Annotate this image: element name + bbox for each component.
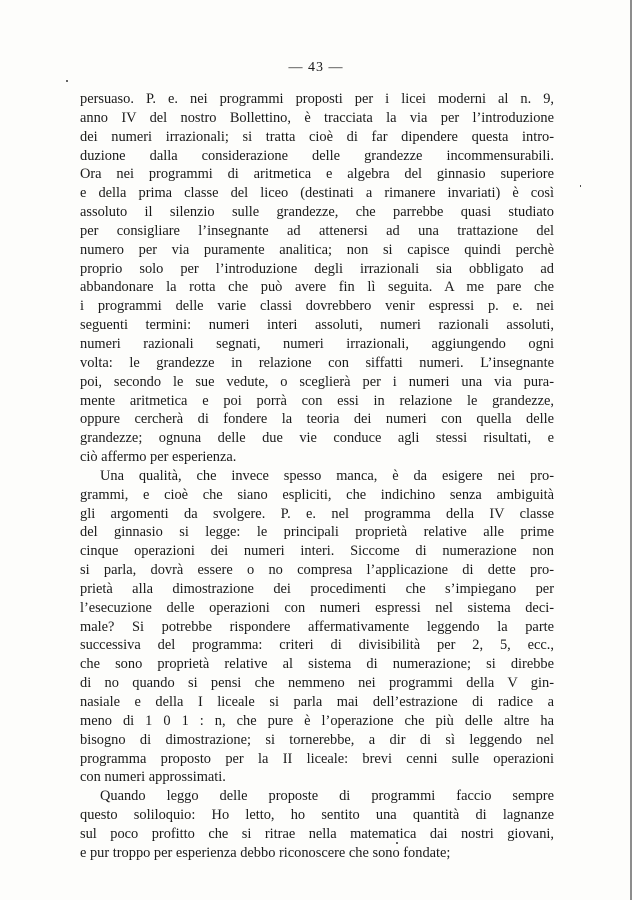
text-line: Quando leggo delle proposte di programmi faccio sempre: [100, 788, 554, 805]
text-line: numeri razionali segnati, numeri irrazionali, aggiungendo ogni: [80, 335, 554, 352]
body-text: [80, 90, 554, 863]
text-line: Ora nei programmi di aritmetica e algebra del ginnasio superiore: [80, 166, 554, 183]
text-line: l’esecuzione delle operazioni con numeri espressi nel sistema deci-: [80, 599, 554, 616]
text-line: male? Si potrebbe rispondere affermativamente leggendo la parte: [80, 618, 554, 635]
paragraph: [80, 787, 554, 862]
text-line: oppure cercherà di fondere la teoria dei numeri con quella delle: [80, 411, 554, 428]
ink-speck: [66, 80, 68, 82]
text-line: gli argomenti da svolgere. P. e. nel programma della IV classe: [80, 505, 554, 522]
text-line: assoluto il silenzio sulle grandezze, che parrebbe quasi studiato: [80, 204, 554, 221]
text-line: anno IV del nostro Bollettino, è tracciata la via per l’introduzione: [80, 109, 554, 126]
text-line: con numeri approssimati.: [80, 769, 226, 786]
text-line: questo soliloquio: Ho letto, ho sentito una quantità di lagnanze: [80, 807, 554, 824]
text-line: proprio solo per l’introduzione degli irrazionali sia obbligato ad: [80, 260, 554, 277]
text-line: grandezze; ognuna delle due vie conduce agli stessi risultati, e: [80, 430, 554, 447]
text-line: seguenti termini: numeri interi assoluti, numeri razionali assoluti,: [80, 317, 554, 334]
text-line: meno di 1 0 1 : n, che pure è l’operazione che più delle altre ha: [80, 712, 554, 729]
text-line: volta: le grandezze in relazione con siffatti numeri. L’insegnante: [80, 354, 554, 371]
text-line: persuaso. P. e. nei programmi proposti per i licei moderni al n. 9,: [80, 91, 554, 107]
text-line: numero per via puramente analitica; non si capisce quindi perchè: [80, 241, 554, 258]
paragraph: [80, 467, 554, 787]
text-line: prietà alla dimostrazione dei procedimenti che s’impiegano per: [80, 580, 554, 597]
text-line: successiva del programma: criteri di divisibilità per 2, 5, ecc.,: [80, 637, 554, 654]
text-line: che sono proprietà relative al sistema di numerazione; si direbbe: [80, 656, 554, 673]
text-line: di no quando si pensi che nemmeno nei programmi della V gin-: [80, 675, 554, 692]
text-line: nasiale e della I liceale si parla mai dell’estrazione di radice a: [80, 694, 554, 710]
page-number: — 43 —: [288, 60, 344, 75]
text-line: duzione dalla considerazione delle grandezze incommensurabili.: [80, 147, 554, 164]
text-line: per consigliare l’insegnante ad attenersi ad una trattazione del: [80, 222, 554, 239]
text-line: i programmi delle varie classi dovrebbero venir espressi p. e. nei: [80, 298, 554, 315]
text-line: programma proposto per la II liceale: brevi cenni sulle operazioni: [80, 750, 554, 767]
text-line: cinque operazioni dei numeri interi. Siccome di numerazione non: [80, 543, 554, 560]
text-line: bisogno di dimostrazione; si tornerebbe, a dir di sì leggendo nel: [80, 731, 554, 748]
text-line: poi, secondo le sue vedute, o sceglierà per i numeri una via pura-: [80, 373, 554, 390]
ink-speck: [580, 185, 581, 187]
text-line: si parla, dovrà essere o no compresa l’applicazione di dette pro-: [80, 562, 554, 579]
text-line: e pur troppo per esperienza debbo riconoscere che sono fondate;: [80, 844, 451, 861]
text-line: sul poco profitto che si ritrae nella matematica dai nostri giovani,: [80, 825, 554, 842]
text-line: del ginnasio si legge: le principali proprietà relative alle prime: [80, 524, 554, 541]
paragraph: [80, 90, 554, 467]
text-line: dei numeri irrazionali; si tratta cioè di far dipendere questa intro-: [80, 128, 554, 145]
text-line: mente aritmetica e poi porrà con essi in relazione le grandezze,: [80, 392, 554, 409]
text-line: Una qualità, che invece spesso manca, è da esigere nei pro-: [100, 467, 554, 484]
text-line: grammi, e cioè che siano espliciti, che indichino senza ambiguità: [80, 486, 554, 503]
text-line: ciò affermo per esperienza.: [80, 449, 237, 466]
text-line: abbandonare la rotta che può avere fin lì seguita. A me pare che: [80, 279, 554, 296]
text-line: e della prima classe del liceo (destinati a rimanere invariati) è così: [80, 185, 554, 202]
